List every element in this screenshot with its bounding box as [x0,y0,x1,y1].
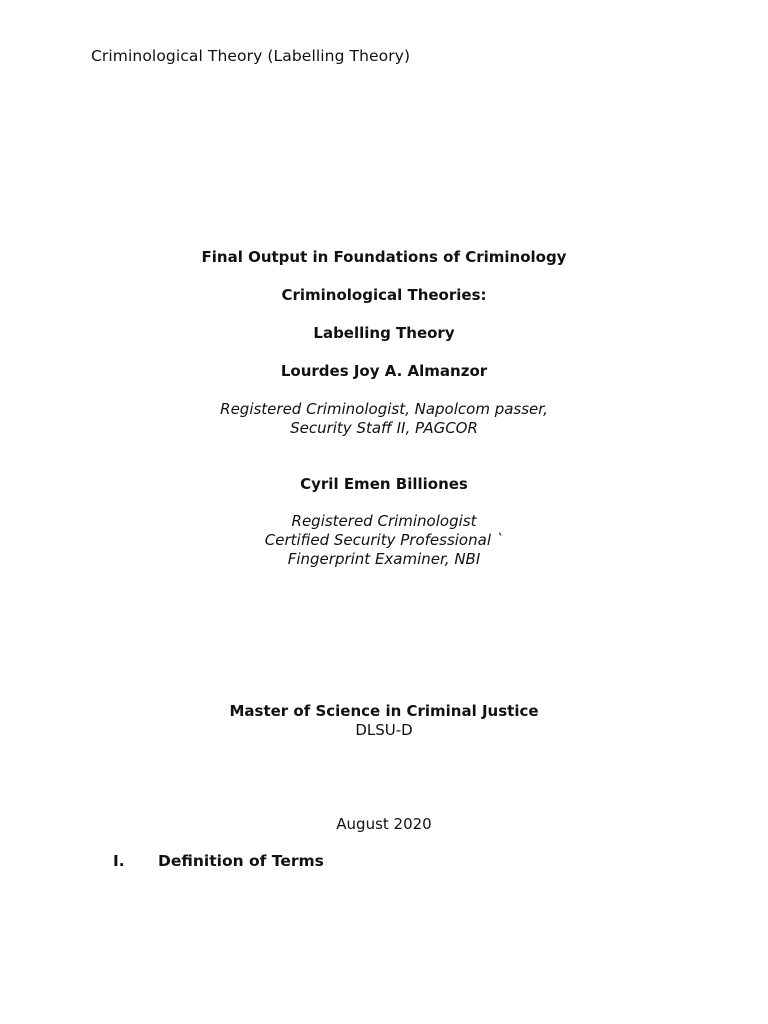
school-name: DLSU-D [355,721,413,739]
section-heading [113,852,324,870]
cover-line-labelling: Labelling Theory [313,324,455,342]
author2-name: Cyril Emen Billiones [300,475,468,493]
section-title: Definition of Terms [158,852,324,870]
document-date: August 2020 [336,815,432,833]
cover-line-theories: Criminological Theories: [281,286,487,304]
section-number: I. [113,852,125,870]
document-header-title: Criminological Theory (Labelling Theory) [91,47,411,65]
cover-line-final-output: Final Output in Foundations of Criminology [201,248,567,266]
author2-credential-3: Fingerprint Examiner, NBI [287,550,481,568]
author2-credential-2: Certified Security Professional ` [264,531,504,549]
author1-name: Lourdes Joy A. Almanzor [280,362,488,380]
author2-credential-1: Registered Criminologist [291,512,477,530]
program-name: Master of Science in Criminal Justice [229,702,539,720]
author1-credential-1: Registered Criminologist, Napolcom passer, [220,400,548,418]
author1-credential-2: Security Staff II, PAGCOR [290,419,478,437]
